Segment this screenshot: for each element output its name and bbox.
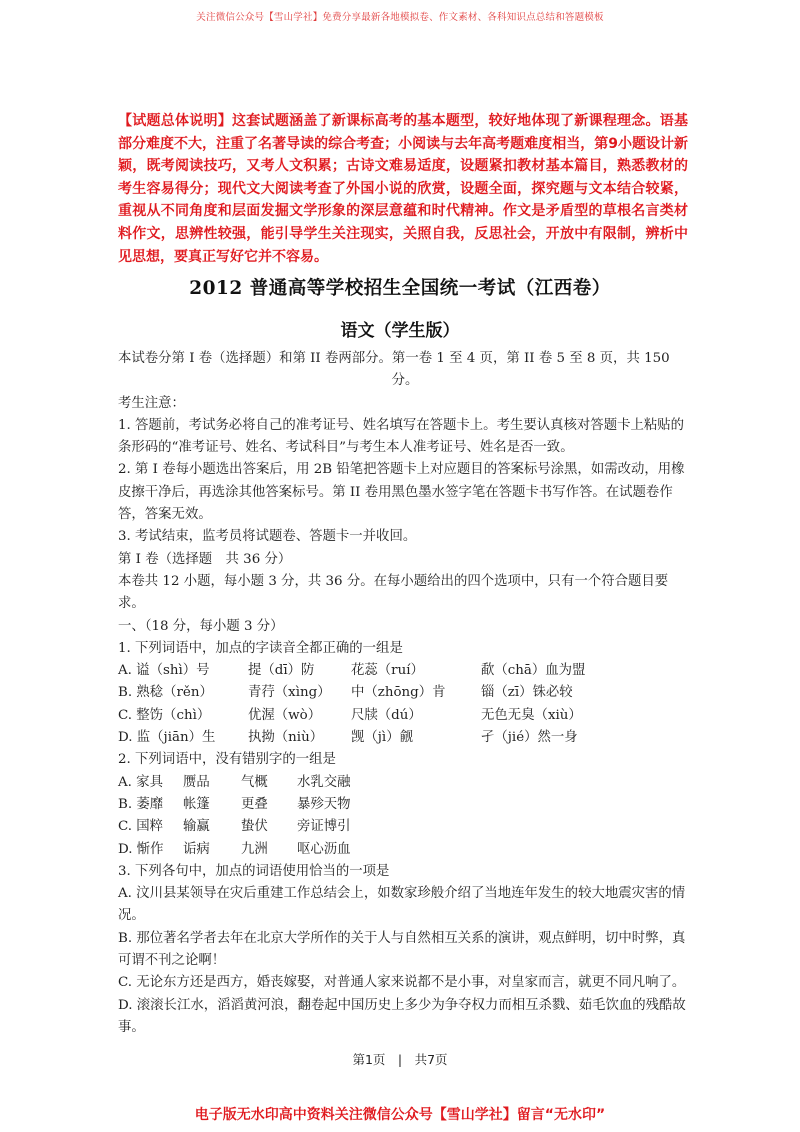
q1-option-d — [118, 727, 692, 749]
option-cell: 优渥（wò） — [248, 707, 322, 723]
question-3-stem: 3. 下列各句中，加点的词语使用恰当的一项是 — [118, 863, 390, 879]
q2-option-c — [118, 816, 692, 838]
option-cell: 觊（jì）觎 — [351, 730, 413, 746]
option-cell: D. 监（jiān）生 — [118, 730, 216, 746]
option-cell: 呕心沥血 — [297, 841, 351, 857]
option-cell: 孑（jié）然一身 — [481, 730, 578, 746]
option-cell: 帐篷 — [183, 796, 210, 812]
q1-option-c — [118, 705, 692, 727]
option-cell: 歃（chā）血为盟 — [481, 663, 586, 679]
option-cell: 诟病 — [183, 841, 210, 857]
question-2-stem: 2. 下列词语中，没有错别字的一组是 — [118, 752, 336, 768]
q2-option-b — [118, 794, 692, 816]
q2-option-a — [118, 772, 692, 794]
q1-option-a — [118, 660, 692, 682]
bottom-banner: 电子版无水印高中资料关注微信公众号【雪山学社】留言“无水印” — [194, 1107, 606, 1123]
paper-info: 本试卷分第 I 卷（选择题）和第 II 卷两部分。第一卷 1 至 4 页，第 II 卷 5 至 8 页，共 150 — [118, 351, 670, 366]
q2-option-d — [118, 839, 692, 861]
option-cell: 旁证博引 — [297, 819, 351, 835]
option-cell: 赝品 — [183, 774, 210, 790]
option-cell: 蛰伏 — [241, 819, 268, 835]
page-number: 第1页 | 共7页 — [352, 1052, 448, 1067]
notice-heading: 考生注意： — [118, 395, 185, 411]
option-cell: B. 萎靡 — [118, 796, 164, 812]
option-cell: 水乳交融 — [297, 774, 351, 790]
option-cell: 中（zhōng）肯 — [351, 685, 446, 701]
page-subtitle: 语文（学生版） — [340, 321, 460, 341]
part-heading: 一、（18 分，每小题 3 分） — [118, 618, 284, 634]
option-cell: 青荇（xìng） — [248, 685, 331, 701]
q3-option-a: A. 汶川县某领导在灾后重建工作总结会上，如数家珍般介绍了当地连年发生的较大地震灾害的情况。 — [118, 886, 686, 924]
option-cell: 提（dī）防 — [248, 663, 315, 679]
notice-item: 1. 答题前，考试务必将自己的准考证号、姓名填写在答题卡上。考生要认真核对答题卡上粘贴的条形码的“准考证号、姓名、考试科目”与考生本人准考证号、姓名是否一致。 — [118, 417, 685, 456]
option-cell: 暴殄天物 — [297, 796, 351, 812]
q3-option-d: D. 滚滚长江水，滔滔黄河浪，翻卷起中国历史上多少为争夺权力而相互杀戮、茹毛饮血的残酷故事。 — [118, 997, 686, 1035]
option-cell: 气概 — [241, 774, 268, 790]
option-cell: C. 国粹 — [118, 819, 164, 835]
option-cell: 锱（zī）铢必较 — [481, 685, 573, 701]
section-description: 本卷共 12 小题，每小题 3 分，共 36 分。在每小题给出的四个选项中，只有一个符合题目要求。 — [118, 573, 669, 612]
option-cell: A. 家具 — [118, 774, 163, 790]
option-cell: 输赢 — [183, 819, 210, 835]
option-cell: 执拗（niù） — [248, 730, 324, 746]
q3-option-b: B. 那位著名学者去年在北京大学所作的关于人与自然相互关系的演讲，观点鲜明，切中时弊，真可谓不刊之论啊！ — [118, 930, 686, 969]
option-cell: 更叠 — [241, 796, 268, 812]
option-cell: C. 整饬（chì） — [118, 707, 211, 723]
q3-option-c: C. 无论东方还是西方，婚丧嫁娶，对普通人家来说都不是小事，对皇家而言，就更不同凡响了。 — [118, 975, 686, 991]
top-banner: 关注微信公众号【雪山学社】免费分享最新各地模拟卷、作文素材、各科知识点总结和答题模板 — [196, 12, 604, 23]
paper-info-end: 分。 — [391, 373, 419, 389]
page-title: 2012 普通高等学校招生全国统一考试（江西卷） — [189, 278, 611, 299]
document-body — [118, 348, 692, 1039]
intro-paragraph: 【试题总体说明】这套试题涵盖了新课标高考的基本题型，较好地体现了新课程理念。语基部分难度不大，注重了名著导读的综合考查；小阅读与去年高考题难度相当，第9小题设计新颖，既考阅读技巧，又考人文积累；古诗文难易适度，设题紧扣教材基本篇目，熟悉教材的考生容易得分；现代文大阅读考查了外国小说的欣赏，设题全面，探究题与文本结合较紧，重视从不同角度和层面发掘文学形象的深层意蕴和时代精神。作文是矛盾型的草根名言类材料作文，思辨性较强，能引导学生关注现实，关照自我，反思社会，开放中有限制，辨析中见思想，要真正写好它并不容易。 — [118, 113, 688, 265]
q1-option-b — [118, 682, 692, 704]
option-cell: A. 谥（shì）号 — [118, 663, 210, 679]
option-cell: 无色无臭（xiù） — [481, 707, 582, 723]
option-cell: D. 惭作 — [118, 841, 164, 857]
section-heading: 第 I 卷（选择题 共 36 分） — [118, 551, 292, 567]
option-cell: 花蕊（ruí） — [351, 663, 424, 679]
notice-item: 2. 第 I 卷每小题选出答案后，用 2B 铅笔把答题卡上对应题目的答案标号涂黑，如需改动，用橡皮擦干净后，再选涂其他答案标号。第 II 卷用黑色墨水签字笔在答题卡书写作答。在试题卷作答，答案无效。 — [118, 462, 685, 523]
question-1-stem: 1. 下列词语中，加点的字读音全都正确的一组是 — [118, 640, 403, 656]
option-cell: B. 熟稔（rěn） — [118, 685, 213, 701]
option-cell: 尺牍（dú） — [351, 707, 422, 723]
option-cell: 九洲 — [241, 841, 268, 857]
notice-item: 3. 考试结束，监考员将试题卷、答题卡一并收回。 — [118, 529, 417, 545]
